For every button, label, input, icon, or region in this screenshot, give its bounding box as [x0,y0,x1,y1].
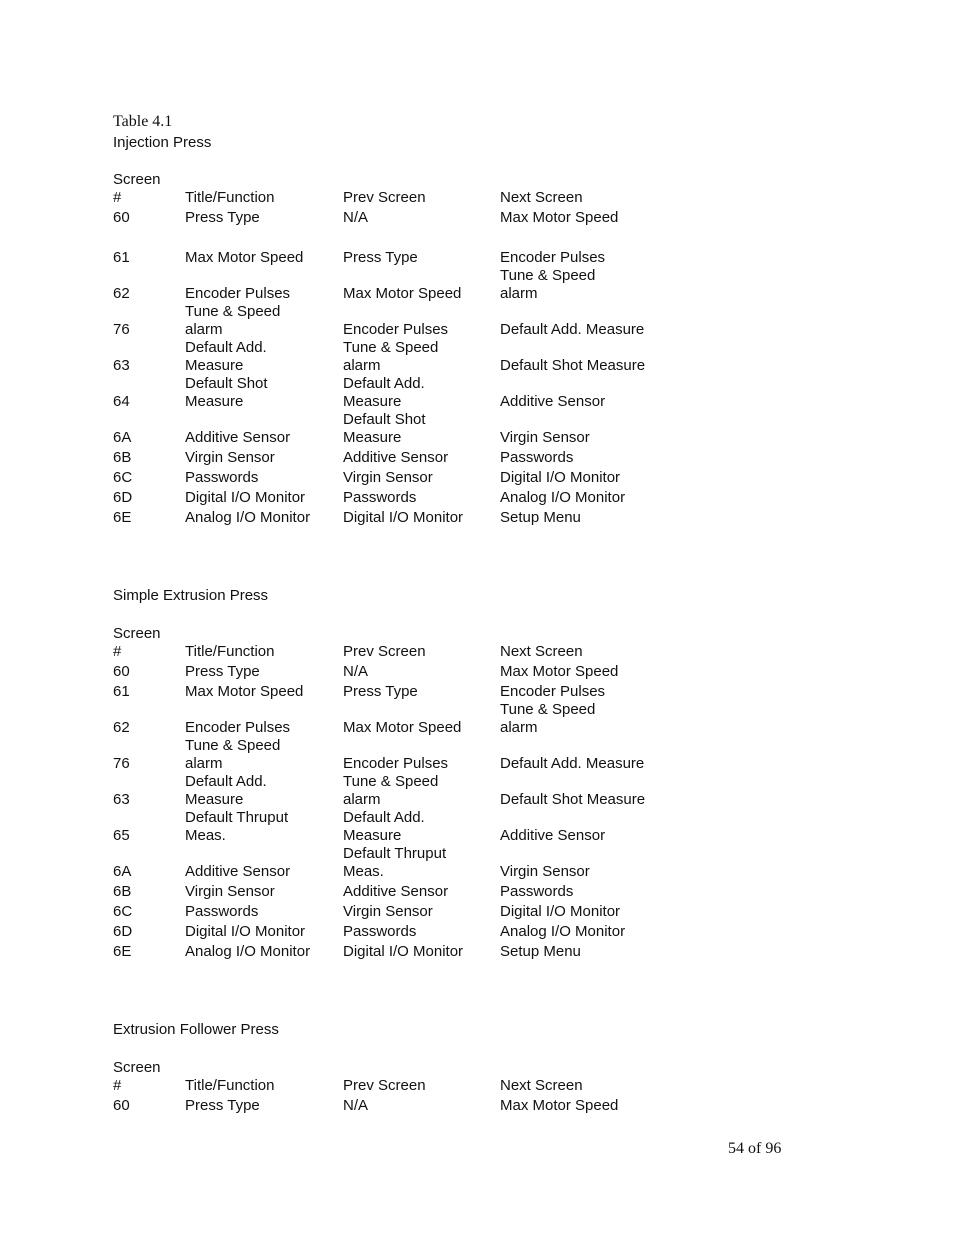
table-row [113,489,733,507]
cell-prev: Digital I/O Monitor [343,943,464,960]
cell-next: Additive Sensor [500,393,606,410]
cell-prev: Passwords [343,923,417,940]
cell-next: Tune & Speed [500,701,596,718]
table-label: Table 4.1 [113,113,173,130]
cell-screen: 6E [113,943,132,960]
cell-screen: 76 [113,321,130,338]
cell-screen: 6B [113,883,132,900]
header-title-function: Title/Function [185,1077,275,1094]
cell-screen: 62 [113,285,130,302]
cell-screen: 60 [113,1097,130,1114]
cell-title: Press Type [185,1097,260,1114]
table-row [113,863,733,881]
simple-extrusion-press-table [113,643,733,961]
cell-title: alarm [185,755,223,772]
table-row [113,737,733,755]
header-number: # [113,189,122,206]
cell-next: Virgin Sensor [500,429,590,446]
table-row [113,267,733,285]
cell-prev: N/A [343,209,369,226]
table-row [113,791,733,809]
cell-screen: 6E [113,509,132,526]
cell-prev: Press Type [343,249,418,266]
table-row [113,809,733,827]
cell-title: Max Motor Speed [185,683,304,700]
cell-prev: Passwords [343,489,417,506]
table-row [113,357,733,375]
header-number: # [113,643,122,660]
cell-title: Default Add. [185,339,267,356]
table-row [113,943,733,961]
table-row [113,375,733,393]
cell-title: Virgin Sensor [185,883,275,900]
table-row [113,429,733,447]
table-header-row [113,643,733,661]
cell-screen: 63 [113,357,130,374]
table-row-spacer [113,227,733,249]
header-title-function: Title/Function [185,643,275,660]
table-row [113,827,733,845]
cell-next: Encoder Pulses [500,249,606,266]
table-row [113,411,733,429]
cell-next: alarm [500,719,538,736]
cell-title: Encoder Pulses [185,285,291,302]
cell-prev: Digital I/O Monitor [343,509,464,526]
injection-press-table [113,189,733,527]
table-row [113,393,733,411]
cell-next: Max Motor Speed [500,1097,619,1114]
table-row [113,683,733,701]
cell-title: Additive Sensor [185,863,291,880]
cell-next: Max Motor Speed [500,663,619,680]
cell-prev: Measure [343,393,402,410]
section-title-simple-extrusion-press: Simple Extrusion Press [113,587,269,604]
table-row [113,509,733,527]
cell-title: Additive Sensor [185,429,291,446]
cell-prev: Encoder Pulses [343,321,449,338]
cell-next: Max Motor Speed [500,209,619,226]
cell-prev: alarm [343,791,381,808]
cell-screen: 60 [113,209,130,226]
cell-prev: Virgin Sensor [343,903,433,920]
cell-next: Analog I/O Monitor [500,923,626,940]
table-header-row [113,1077,733,1095]
cell-screen: 76 [113,755,130,772]
cell-prev: Measure [343,429,402,446]
table-row [113,303,733,321]
cell-next: Passwords [500,449,574,466]
table-row [113,883,733,901]
cell-title: Max Motor Speed [185,249,304,266]
header-next-screen: Next Screen [500,189,583,206]
cell-prev: Virgin Sensor [343,469,433,486]
table-row [113,321,733,339]
cell-next: Digital I/O Monitor [500,469,621,486]
cell-next: Passwords [500,883,574,900]
cell-next: Setup Menu [500,509,581,526]
cell-prev: Default Thruput [343,845,447,862]
cell-title: Measure [185,791,244,808]
cell-next: Analog I/O Monitor [500,489,626,506]
cell-prev: Tune & Speed [343,773,439,790]
cell-screen: 6C [113,469,133,486]
cell-next: Tune & Speed [500,267,596,284]
cell-screen: 6A [113,863,132,880]
cell-title: Measure [185,393,244,410]
cell-prev: Max Motor Speed [343,719,462,736]
cell-title: alarm [185,321,223,338]
page-number: 54 of 96 [728,1140,782,1157]
cell-next: Default Shot Measure [500,791,646,808]
cell-title: Analog I/O Monitor [185,509,311,526]
cell-prev: Default Add. [343,375,425,392]
cell-prev: Additive Sensor [343,449,449,466]
cell-title: Default Thruput [185,809,289,826]
table-row [113,903,733,921]
cell-prev: Additive Sensor [343,883,449,900]
cell-next: Default Shot Measure [500,357,646,374]
cell-title: Press Type [185,209,260,226]
table-header-row [113,189,733,207]
cell-next: Additive Sensor [500,827,606,844]
cell-prev: alarm [343,357,381,374]
cell-title: Default Shot [185,375,268,392]
cell-prev: Default Add. [343,809,425,826]
extrusion-follower-press-table [113,1077,733,1115]
cell-title: Tune & Speed [185,303,281,320]
cell-title: Measure [185,357,244,374]
cell-title: Passwords [185,903,259,920]
header-prev-screen: Prev Screen [343,643,426,660]
table-row [113,755,733,773]
cell-title: Meas. [185,827,226,844]
table-row [113,339,733,357]
section-title-injection-press: Injection Press [113,134,212,151]
cell-title: Digital I/O Monitor [185,489,306,506]
cell-prev: Measure [343,827,402,844]
cell-screen: 6C [113,903,133,920]
cell-title: Virgin Sensor [185,449,275,466]
cell-prev: Press Type [343,683,418,700]
table-row [113,449,733,467]
table-row [113,469,733,487]
cell-screen: 6B [113,449,132,466]
table-row [113,773,733,791]
cell-screen: 61 [113,683,130,700]
cell-prev: N/A [343,1097,369,1114]
cell-screen: 62 [113,719,130,736]
cell-screen: 60 [113,663,130,680]
header-title-function: Title/Function [185,189,275,206]
table-row [113,1097,733,1115]
header-prev-screen: Prev Screen [343,189,426,206]
table-row [113,209,733,227]
cell-title: Passwords [185,469,259,486]
cell-next: Setup Menu [500,943,581,960]
section-title-extrusion-follower-press: Extrusion Follower Press [113,1021,279,1038]
cell-prev: Meas. [343,863,384,880]
cell-prev: Max Motor Speed [343,285,462,302]
header-prev-screen: Prev Screen [343,1077,426,1094]
table-row [113,663,733,681]
screen-label: Screen [113,625,161,642]
cell-screen: 65 [113,827,130,844]
header-next-screen: Next Screen [500,1077,583,1094]
screen-label: Screen [113,1059,161,1076]
cell-title: Default Add. [185,773,267,790]
cell-title: Digital I/O Monitor [185,923,306,940]
cell-prev: N/A [343,663,369,680]
cell-prev: Encoder Pulses [343,755,449,772]
cell-title: Analog I/O Monitor [185,943,311,960]
cell-title: Encoder Pulses [185,719,291,736]
cell-prev: Default Shot [343,411,426,428]
cell-next: alarm [500,285,538,302]
cell-title: Tune & Speed [185,737,281,754]
table-row [113,249,733,267]
cell-screen: 61 [113,249,130,266]
cell-title: Press Type [185,663,260,680]
cell-next: Digital I/O Monitor [500,903,621,920]
table-row [113,923,733,941]
cell-screen: 6A [113,429,132,446]
cell-next: Encoder Pulses [500,683,606,700]
table-row [113,285,733,303]
table-row [113,719,733,737]
cell-screen: 6D [113,923,133,940]
cell-next: Default Add. Measure [500,321,645,338]
cell-screen: 6D [113,489,133,506]
cell-screen: 63 [113,791,130,808]
header-next-screen: Next Screen [500,643,583,660]
table-row [113,701,733,719]
header-number: # [113,1077,122,1094]
table-row [113,845,733,863]
cell-prev: Tune & Speed [343,339,439,356]
cell-next: Default Add. Measure [500,755,645,772]
screen-label: Screen [113,171,161,188]
cell-next: Virgin Sensor [500,863,590,880]
cell-screen: 64 [113,393,130,410]
